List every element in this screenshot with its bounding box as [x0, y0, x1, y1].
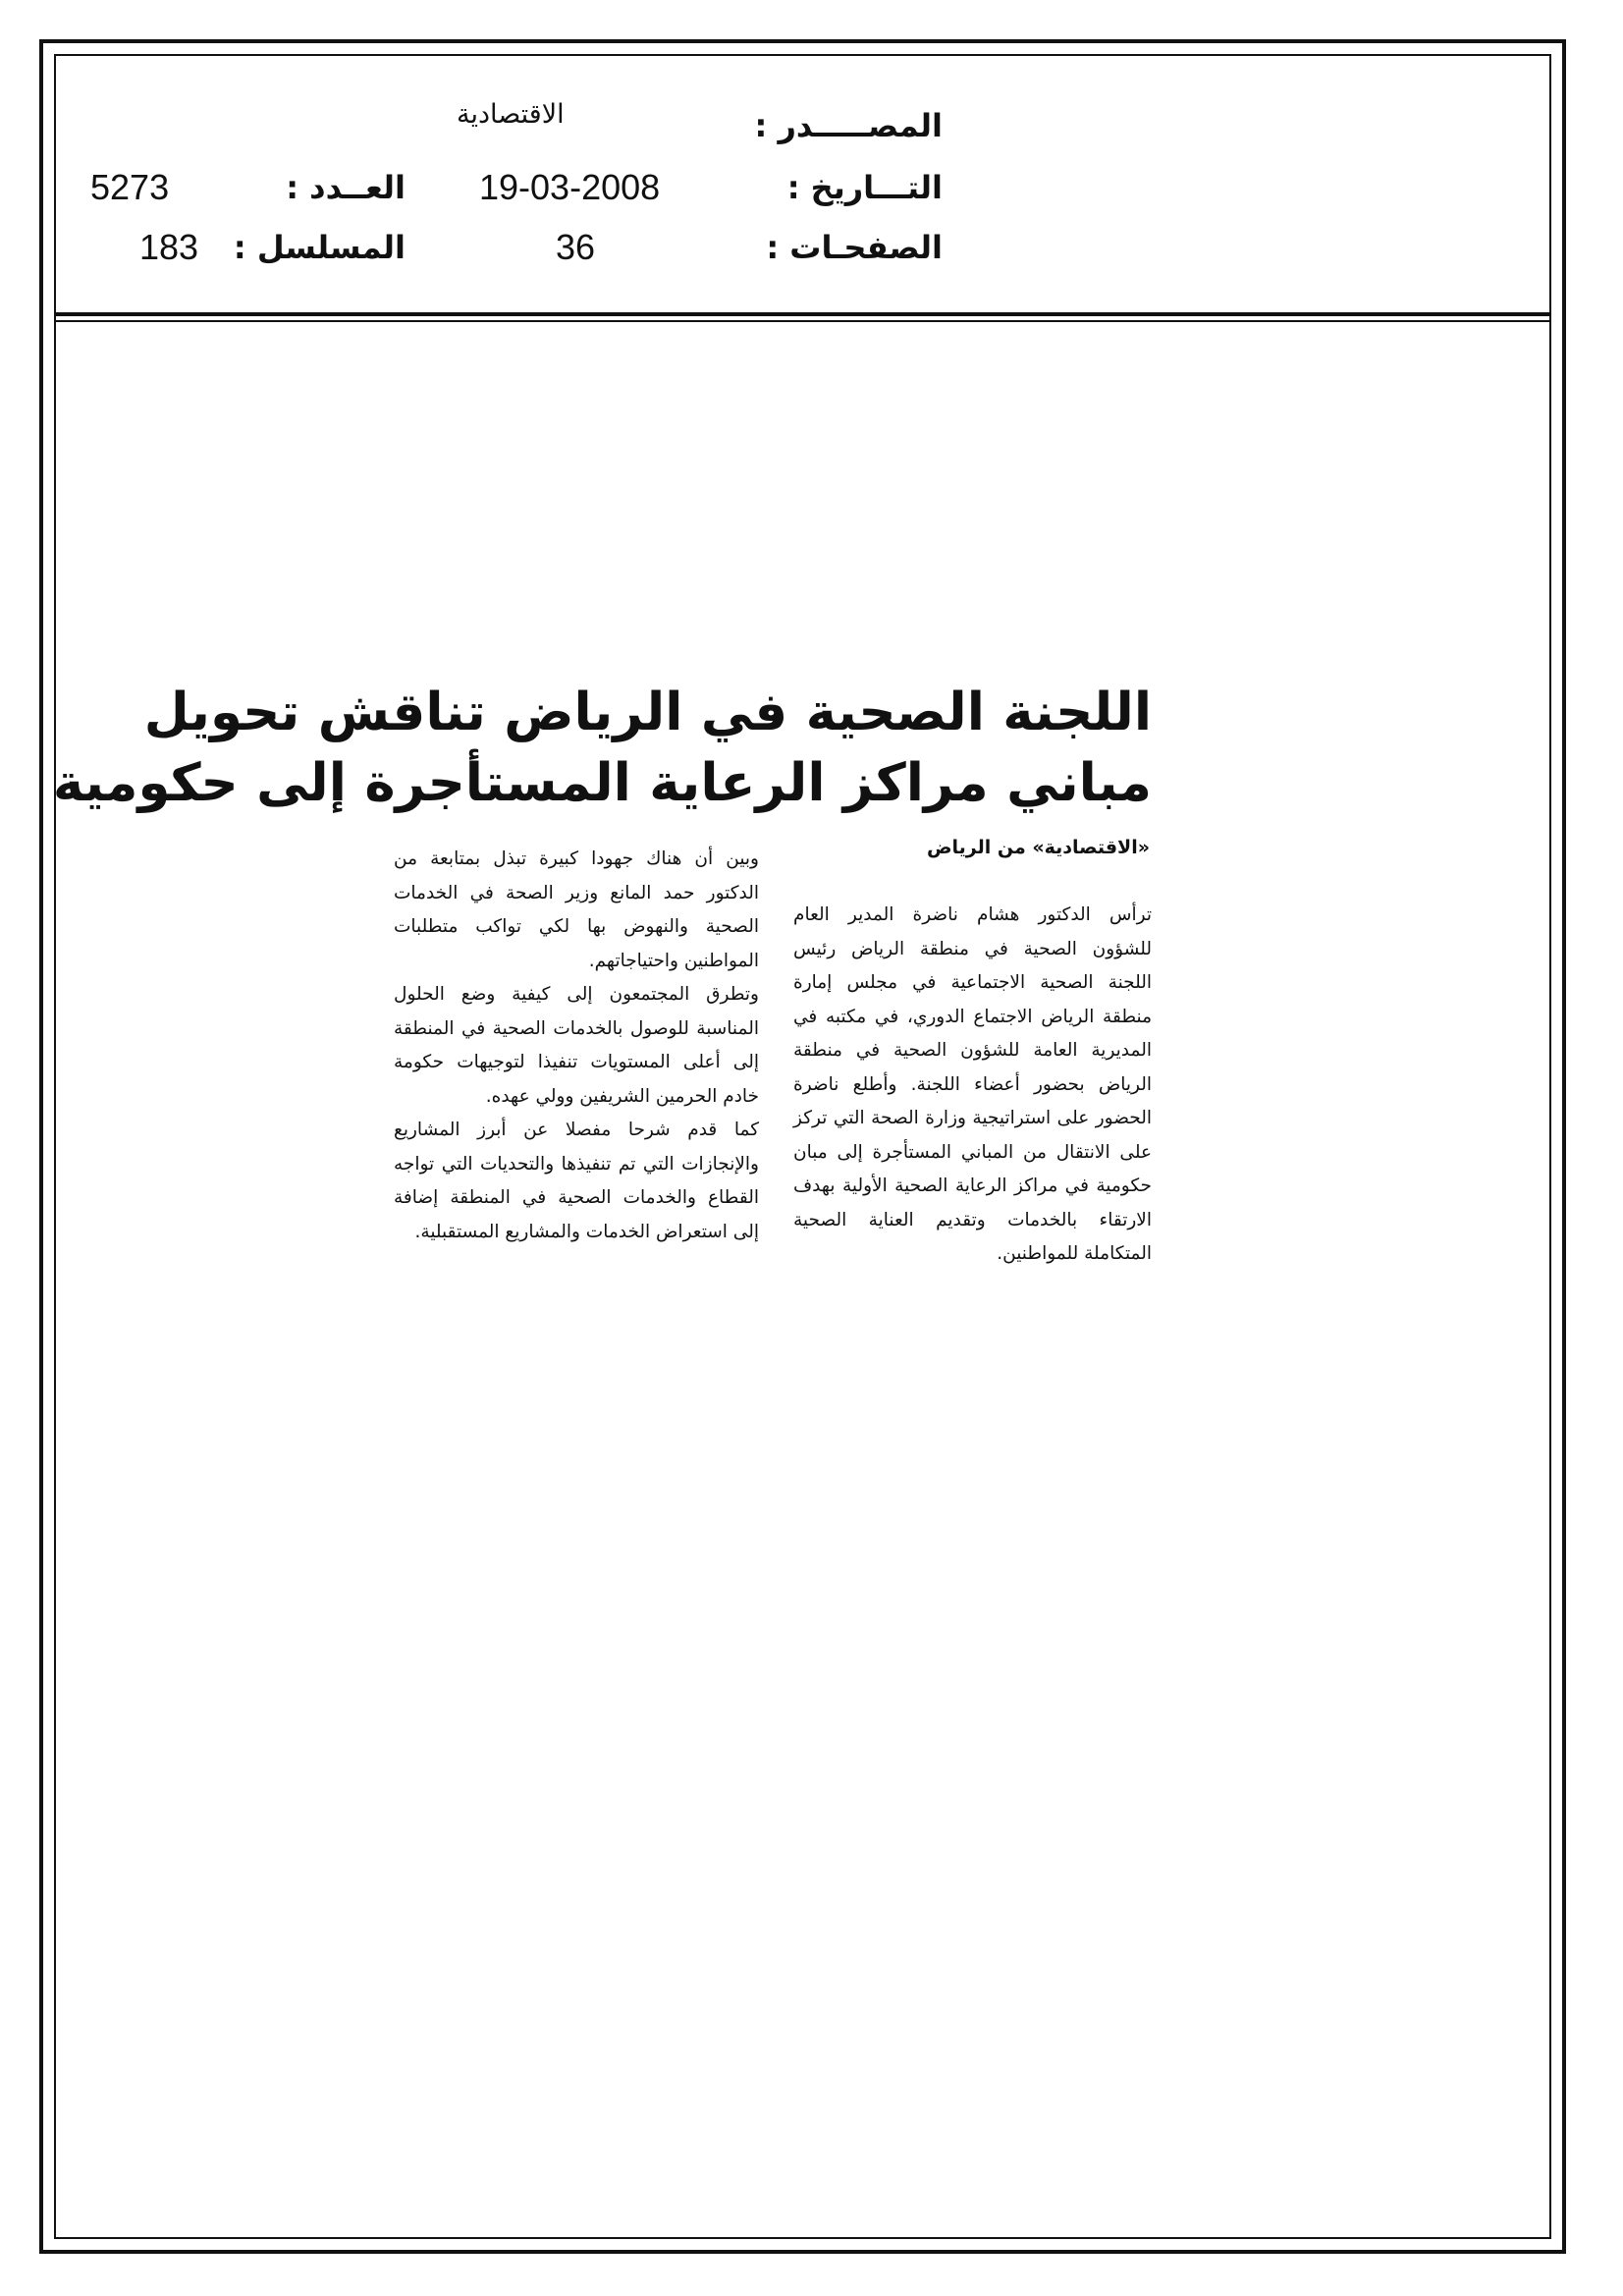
- source-label: المصـــــدر :: [754, 107, 943, 144]
- paragraph: وبين أن هناك جهودا كبيرة تبذل بمتابعة من الدكتور حمد المانع وزير الصحة في الخدمات الصحية والنهوض بها لكي تواكب متطلبات المواطنين واحتياجاتهم.: [394, 848, 759, 971]
- headline-line-1: اللجنة الصحية في الرياض تناقش تحويل: [143, 683, 1152, 742]
- source-value: الاقتصادية: [457, 99, 565, 130]
- paragraph: وتطرق المجتمعون إلى كيفية وضع الحلول المناسبة للوصول بالخدمات الصحية في المنطقة إلى أعلى المستويات تنفيذا لتوجيهات حكومة خادم الحرمين الشريفين وولي عهده.: [394, 984, 759, 1107]
- article-column-right: [793, 899, 1152, 1272]
- paragraph: ترأس الدكتور هشام ناضرة المدير العام للشؤون الصحية في منطقة الرياض رئيس اللجنة الصحية الاجتماعية في مجلس إمارة منطقة الرياض الاجتماع الدوري، في مكتبه في المديرية العامة للشؤون الصحية في منطقة الرياض بحضور أعضاء اللجنة. وأطلع ناضرة الحضور على استراتيجية وزارة الصحة التي تركز على الانتقال من المباني المستأجرة إلى مبان حكومية في مراكز الرعاية الصحية الأولية بهدف الارتقاء بالخدمات وتقديم العناية الصحية المتكاملة للمواطنين.: [793, 904, 1152, 1264]
- pages-label: الصفحـات :: [766, 229, 943, 266]
- issue-label: العــدد :: [286, 169, 406, 206]
- article-byline: «الاقتصادية» من الرياض: [926, 837, 1150, 858]
- issue-value: 5273: [90, 167, 170, 207]
- headline-line-2: مباني مراكز الرعاية المستأجرة إلى حكومية: [52, 753, 1152, 813]
- pages-value: 36: [556, 227, 596, 267]
- serial-label: المسلسل :: [233, 229, 406, 266]
- paragraph: كما قدم شرحا مفصلا عن أبرز المشاريع والإنجازات التي تم تنفيذها والتحديات التي تواجه القطاع والخدمات الصحية في المنطقة إضافة إلى استعراض الخدمات والمشاريع المستقبلية.: [394, 1120, 759, 1242]
- date-label: التـــاريخ :: [786, 169, 943, 206]
- header-separator: [54, 312, 1551, 322]
- date-value: 19-03-2008: [479, 167, 661, 207]
- serial-value: 183: [139, 227, 199, 267]
- article-column-left: [394, 843, 759, 1249]
- article-headline: [52, 678, 1152, 819]
